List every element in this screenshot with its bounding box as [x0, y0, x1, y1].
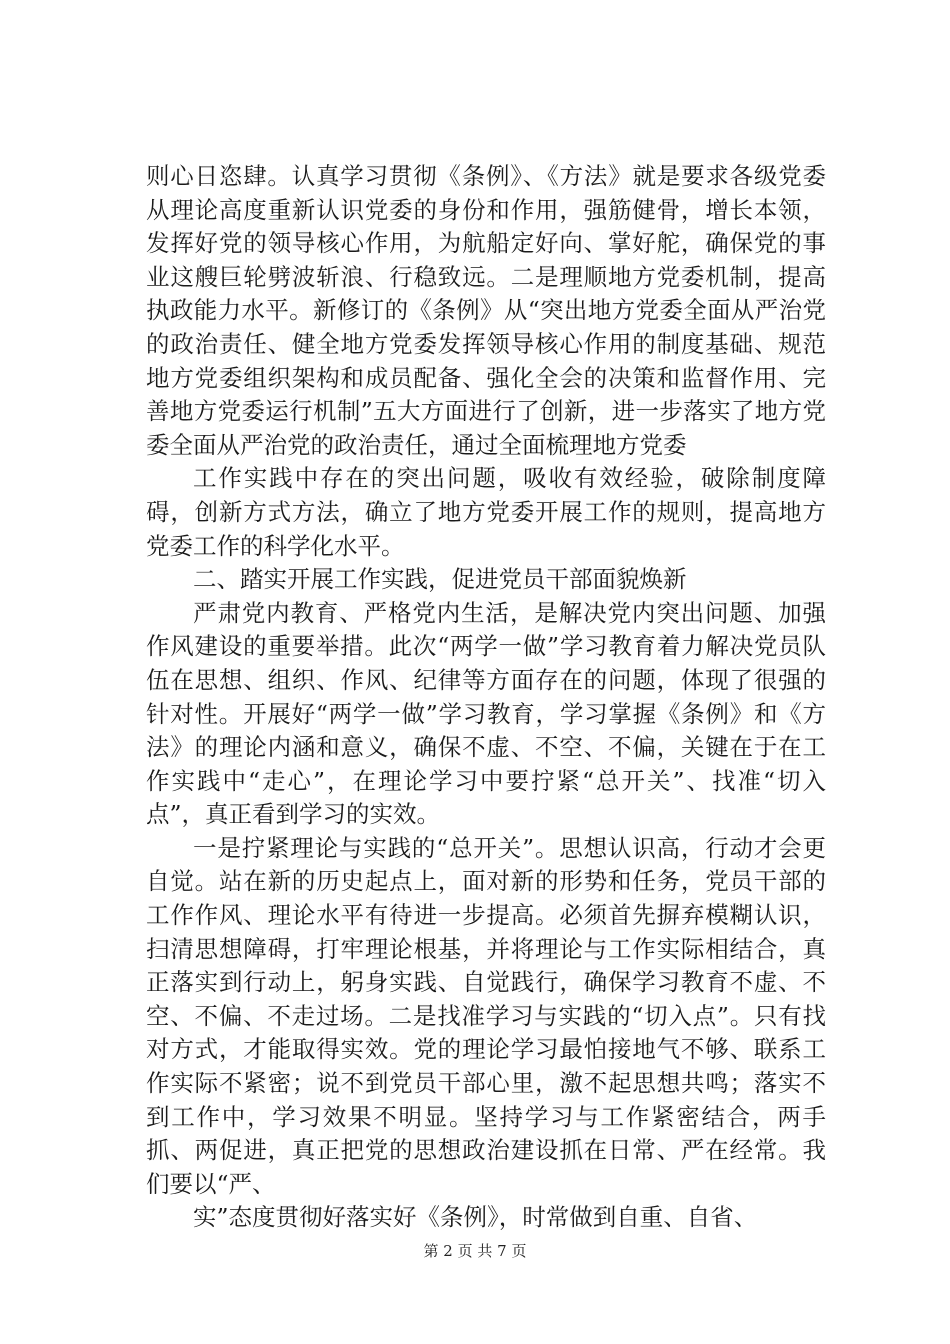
- paragraph-1: 则心日恣肆。认真学习贯彻《条例》、《方法》就是要求各级党委从理论高度重新认识党委的身份和作用，强筋健骨，增长本领，发挥好党的领导核心作用，为航船定好向、掌好舵，确保党的事业这艘巨轮劈波斩浪、行稳致远。二是理顺地方党委机制，提高执政能力水平。新修订的《条例》从“突出地方党委全面从严治党的政治责任、健全地方党委发挥领导核心作用的制度基础、规范地方党委组织架构和成员配备、强化全会的决策和监督作用、完善地方党委运行机制”五大方面进行了创新，进一步落实了地方党委全面从严治党的政治责任，通过全面梳理地方党委: [146, 162, 826, 459]
- paragraph-3: 严肃党内教育、严格党内生活，是解决党内突出问题、加强作风建设的重要举措。此次“两学一做”学习教育着力解决党员队伍在思想、组织、作风、纪律等方面存在的问题，体现了很强的针对性。开展好“两学一做”学习教育，学习掌握《条例》和《方法》的理论内涵和意义，确保不虚、不空、不偏，关键在于在工作实践中“走心”，在理论学习中要拧紧“总开关”、找准“切入点”，真正看到学习的实效。: [146, 598, 826, 829]
- paragraph-4: 一是拧紧理论与实践的“总开关”。思想认识高，行动才会更自觉。站在新的历史起点上，面对新的形势和任务，党员干部的工作作风、理论水平有待进一步提高。必须首先摒弃模糊认识，扫清思想障碍，打牢理论根基，并将理论与工作实际相结合，真正落实到行动上，躬身实践、自觉践行，确保学习教育不虚、不空、不偏、不走过场。二是找准学习与实践的“切入点”。只有找对方式，才能取得实效。党的理论学习最怕接地气不够、联系工作实际不紧密；说不到党员干部心里，激不起思想共鸣；落实不到工作中，学习效果不明显。坚持学习与工作紧密结合，两手抓、两促进，真正把党的思想政治建设抓在日常、严在经常。我们要以“严、: [146, 833, 826, 1198]
- section-heading: 二、踏实开展工作实践，促进党员干部面貌焕新: [193, 565, 687, 594]
- document-body: [146, 160, 826, 1235]
- paragraph-2: 工作实践中存在的突出问题，吸收有效经验，破除制度障碍，创新方式方法，确立了地方党委开展工作的规则，提高地方党委工作的科学化水平。: [146, 464, 826, 560]
- paragraph-5: 实”态度贯彻好落实好《条例》，时常做到自重、自省、: [193, 1203, 758, 1232]
- page-footer: 第 2 页 共 7 页: [423, 1242, 527, 1260]
